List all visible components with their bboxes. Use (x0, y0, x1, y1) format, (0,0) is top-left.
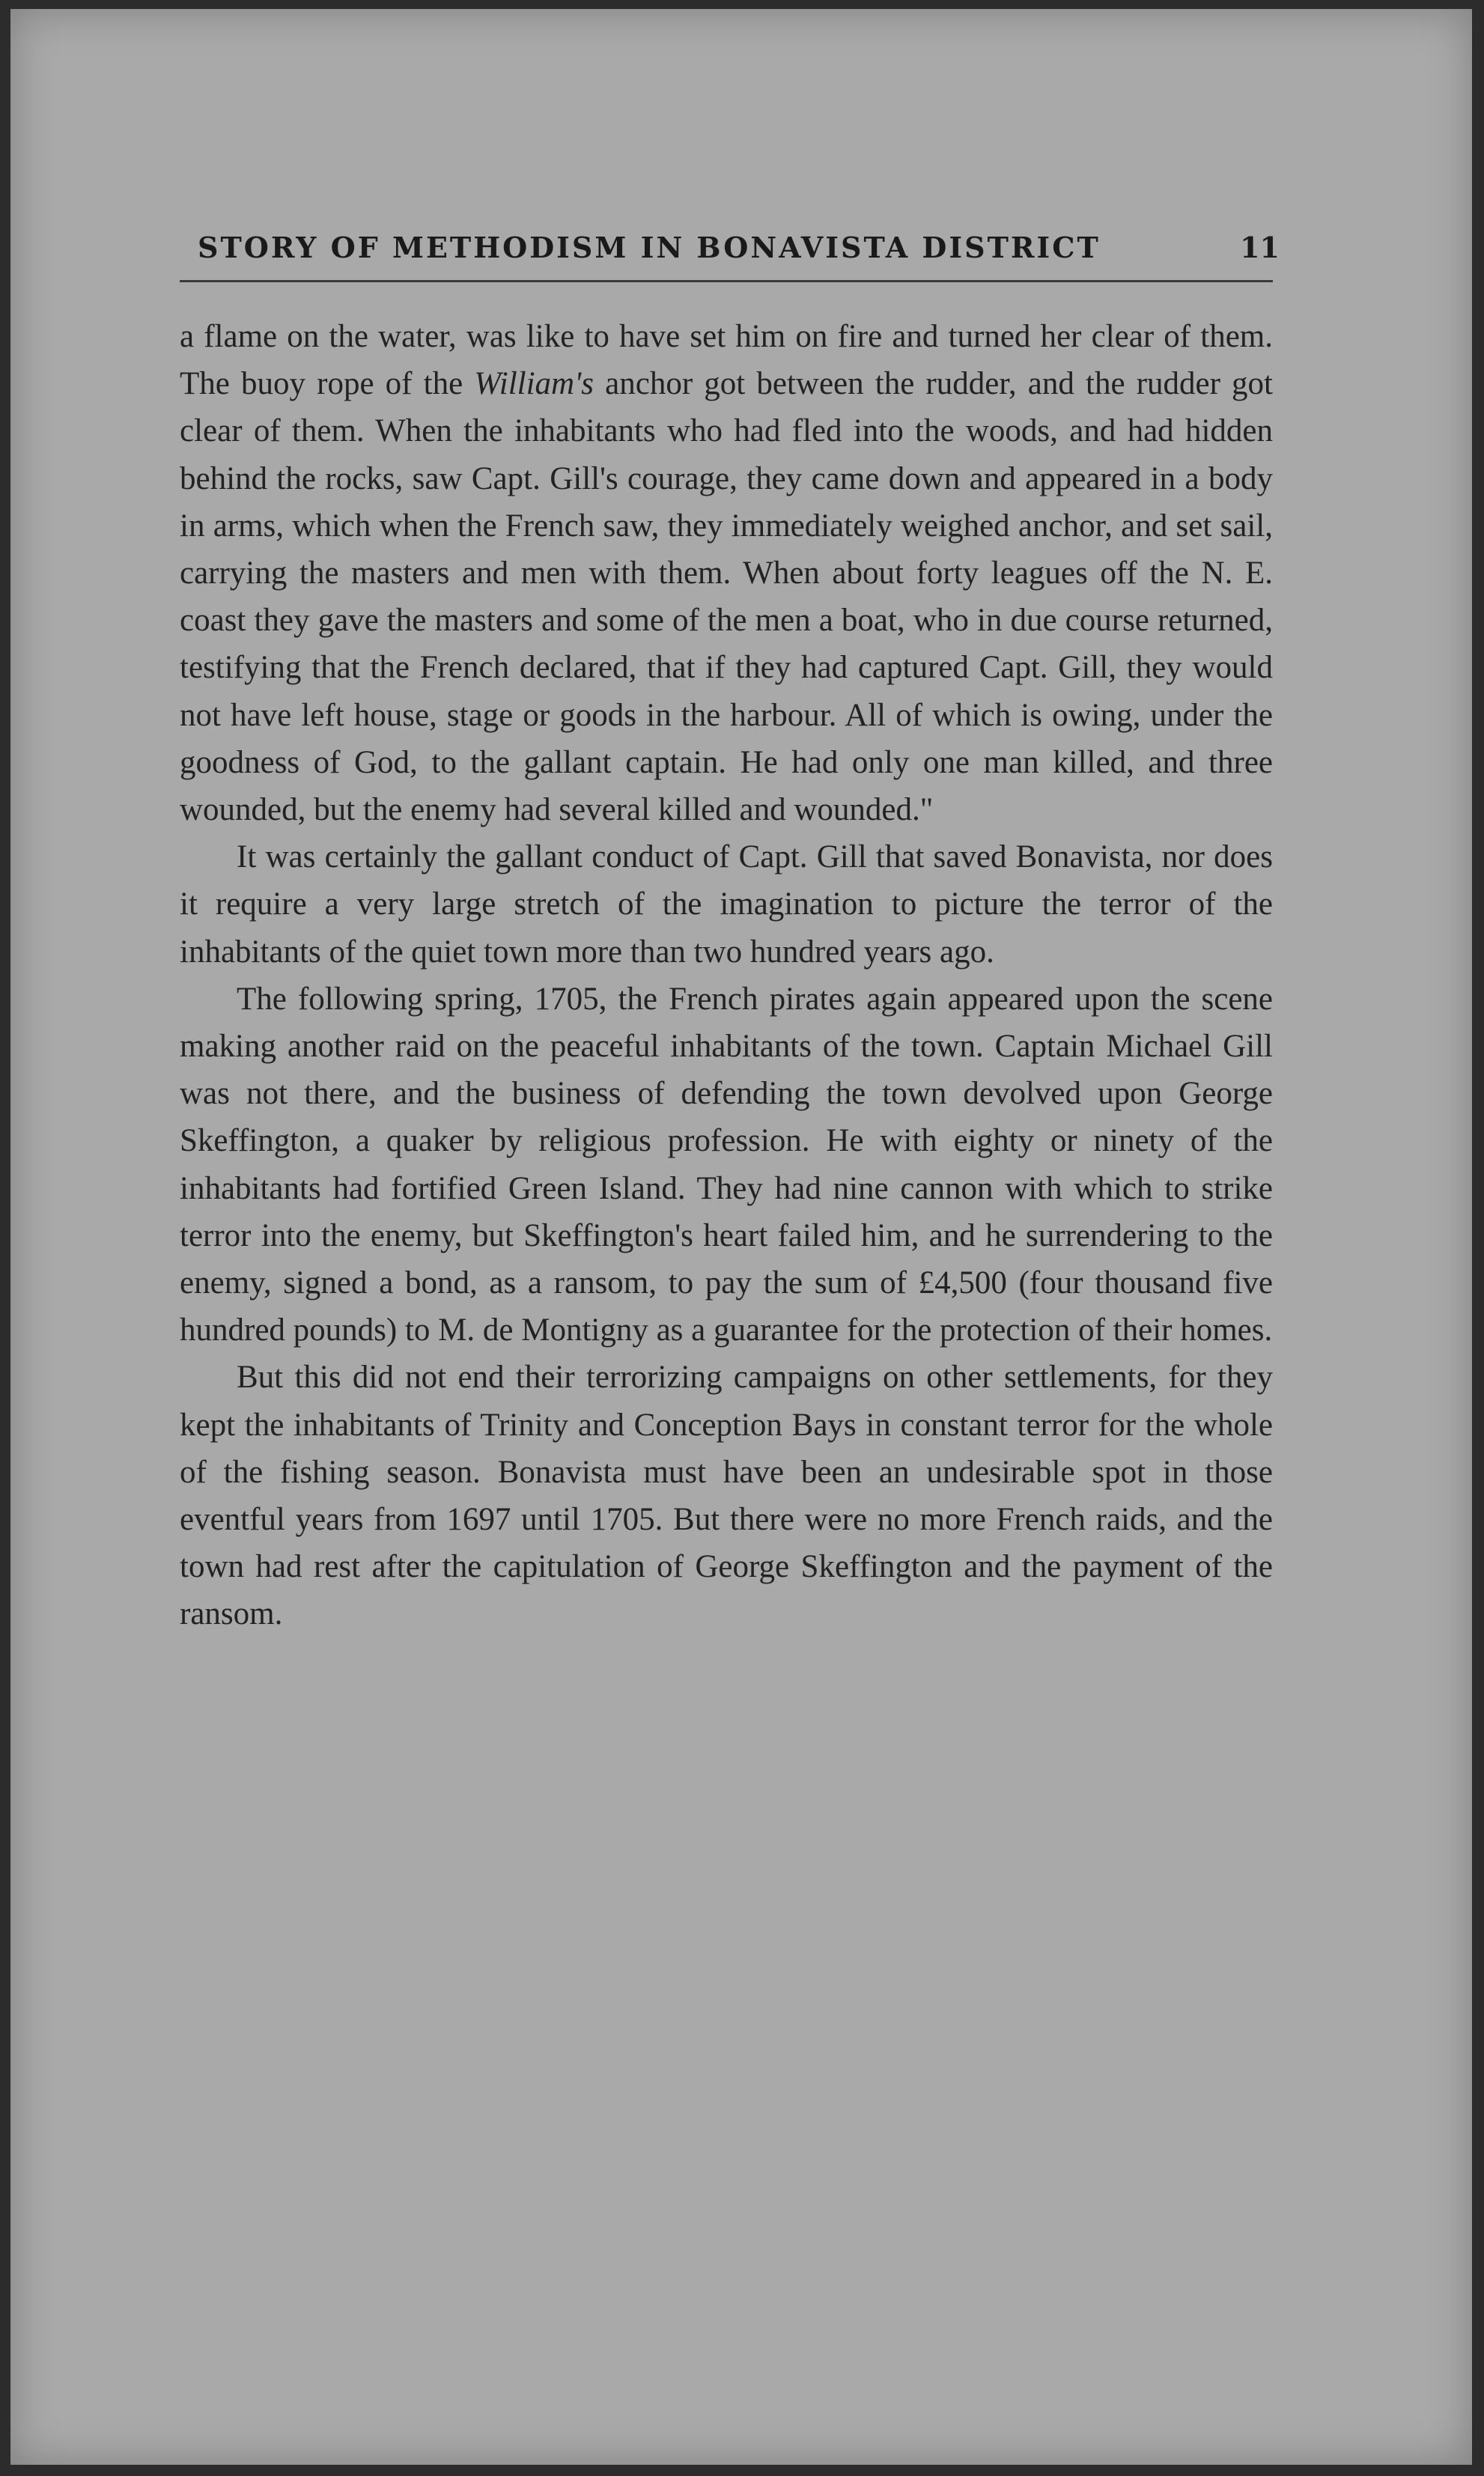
paragraph-1 (180, 313, 1273, 833)
paragraph-2: It was certainly the gallant conduct of Capt. Gill that saved Bonavista, nor does it require a very large stretch of the imagination to picture the terror of the inhabitants of the quiet town more than two hundred years ago. (180, 839, 1273, 970)
paragraph-1-text-b: anchor got between the rudder, and the rudder got clear of them. When the inhabitants who had fled into the woods, and had hidden behind the rocks, saw Capt. Gill's courage, they came down and appeared in a body in arms, which when the French saw, they immediately weighed anchor, and set sail, carrying the masters and men with them. When about forty leagues off the N. E. coast they gave the masters and some of the men a boat, who in due course returned, testifying that the French declared, that if they had captured Capt. Gill, they would not have left house, stage or goods in the harbour. All of which is owing, under the goodness of God, to the gallant captain. He had only one man killed, and three wounded, but the enemy had several killed and wounded." (180, 366, 1273, 828)
paragraph-4: But this did not end their terrorizing campaigns on other settlements, for they kept the inhabitants of Trinity and Conception Bays in constant terror for the whole of the fishing season. Bonavista must have been an undesirable spot in those eventful years from 1697 until 1705. But there were no more French raids, and the town had rest after the capitulation of George Skeffington and the payment of the ransom. (180, 1360, 1273, 1632)
paragraph-1-text-a: a flame on the water, was like to have set him on fire and turned her clear of them. The buoy rope of the (180, 319, 1273, 402)
page-header (190, 226, 1280, 279)
body-text (180, 313, 1273, 1638)
page-number: 11 (1240, 231, 1280, 264)
running-title: STORY OF METHODISM IN BONAVISTA DISTRICT (198, 231, 1101, 264)
paragraph-3: The following spring, 1705, the French pirates again appeared upon the scene making another raid on the peaceful inhabitants of the town. Captain Michael Gill was not there, and the business of defending the town devolved upon George Skeffington, a quaker by religious profession. He with eighty or ninety of the inhabitants had fortified Green Island. They had nine cannon with which to strike terror into the enemy, but Skeffington's heart failed him, and he surrendering to the enemy, signed a bond, as a ransom, to pay the sum of £4,500 (four thousand five hundred pounds) to M. de Montigny as a guarantee for the protection of their homes. (180, 981, 1273, 1348)
ship-name: William's (474, 366, 594, 402)
header-rule (180, 280, 1273, 282)
